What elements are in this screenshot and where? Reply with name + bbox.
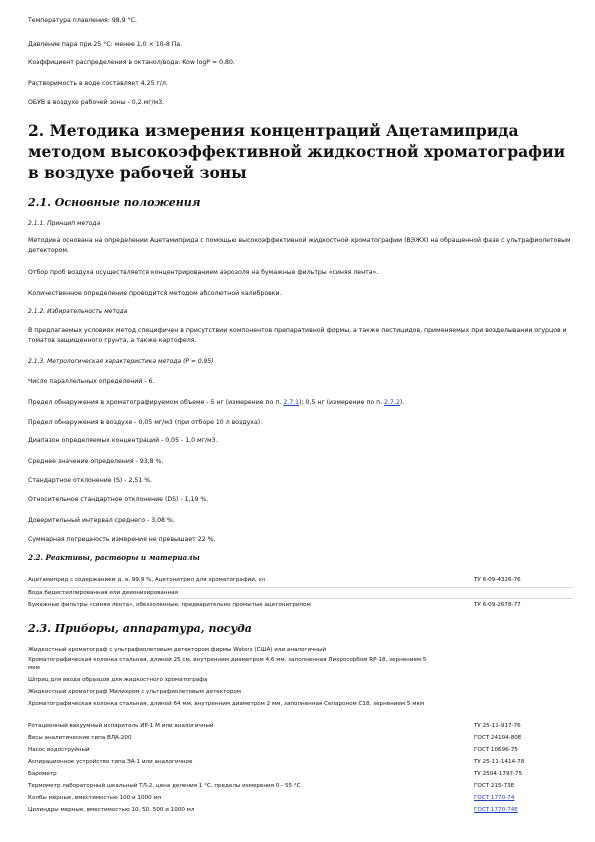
std-deviation-text: Стандартное отклонение (S) - 2,51 %. [28,477,153,484]
section-2-2-heading: 2.2. Реактивы, растворы и материалы [28,553,200,562]
equipment-standard: ГОСТ 215-73Е [474,783,515,789]
reagent-name: Бумажные фильтры «синяя лента», обеззоленные, предварительно промытые ацетонитрилом [28,602,311,608]
equipment-standard-link[interactable]: ГОСТ 1770-74Е [474,807,518,813]
equipment-name: Жидкостный хроматограф с ультрафиолетовым детектором фирмы Waters (США) или аналогичный [28,647,326,653]
equipment-name: Колбы мерные, вместимостью 100 и 1000 мл [28,795,162,801]
link-2-7-1[interactable]: 2.7.1 [283,399,300,406]
equipment-name: Ротационный вакуумный испаритель ИР-1 М или аналогичный [28,723,214,729]
total-error-text: Суммарная погрешность измерения не превышает 22 %. [28,536,216,543]
partition-coefficient-text: Коэффициент распределения в октанол/вода: Kow logP = 0,80. [28,59,235,66]
confidence-interval-text: Доверительный интервал среднего - 3,08 %. [28,517,175,524]
sampling-paragraph: Отбор проб воздуха осуществляется концентрированием аэрозоля на бумажные фильтры «синяя лента». [28,269,379,276]
equipment-standard: ГОСТ 24104-80Е [474,735,522,741]
vapor-pressure-text: Давление пара при 25 °С: менее 1,0 × 10-8 Па. [28,41,183,48]
mean-value-text: Среднее значение определения - 93,8 %. [28,458,164,465]
equipment-standard-link[interactable]: ГОСТ 1770-74 [474,795,515,801]
equipment-name: Жидкостный хроматограф Милихром с ультрафиолетовым детектором [28,689,241,695]
equipment-name: Насос водоструйный [28,747,90,753]
rel-std-deviation-text: Относительное стандартное отклонение (DS) - 1,19 %. [28,496,209,503]
table-divider [28,598,573,599]
equipment-name: Хроматографическая колонка стальная, длиной 64 мм, внутренним диаметром 2 мм, заполненная Сепароном C18, зернением 5 мкм [28,701,425,707]
equipment-standard: ТУ 25-11-1414-78 [474,759,525,765]
subsection-2-1-3-heading: 2.1.3. Метрологическая характеристика метода (Р = 0,95) [28,358,214,365]
table-divider [28,587,573,588]
subsection-2-1-2-heading: 2.1.2. Избирательность метода [28,308,128,315]
solubility-text: Растворимость в воде составляет 4,25 г/л. [28,80,168,87]
method-principle-paragraph: Методика основана на определении Ацетамиприда с помощью высокоэффективной жидкостной хроматографии (ВЭЖХ) на обращенной фазе с ультрафиолетовым детектором. [28,237,571,254]
reagent-standard: ТУ 6-09-2678-77 [474,602,521,608]
subsection-2-1-1-heading: 2.1.1. Принцип метода [28,220,101,227]
reagent-name: Вода бидистиллированная или деионизированная [28,590,178,596]
obuv-text: ОБУВ в воздухе рабочей зоны - 0,2 мг/м3. [28,99,165,106]
section-2-heading: 2. Методика измерения концентраций Ацетамиприда методом высокоэффективной жидкостной хроматографии в воздухе рабочей зоны [28,121,566,182]
detection-limit-volume-text: Предел обнаружения в хроматографируемом объеме - 5 нг (измерение по п. 2.7.1); 0,5 нг (измерение по п. 2.7.2). [28,399,405,406]
section-2-1-heading: 2.1. Основные положения [28,196,201,209]
equipment-name: Термометр лабораторный шкальный ТЛ-2, цена деления 1 °С, пределы измерения 0 - 55 °С [28,783,301,789]
reagent-name: Ацетамиприд с содержанием д. в. 99,9 %, Ацетонитрил для хроматографии, хч [28,577,266,583]
section-2-3-heading: 2.3. Приборы, аппаратура, посуда [28,622,252,635]
equipment-name: Аспирационное устройство типа ЭА-1 или аналогичное [28,759,193,765]
equipment-name: Хроматографическая колонка стальная, длиной 25 см, внутренним диаметром 4,6 мм, заполненная Лихросорбом RP-18, зернением 5 мкм [28,657,427,671]
link-2-7-2[interactable]: 2.7.2 [384,399,400,406]
equipment-name: Цилиндры мерные, вместимостью 10, 50, 500 и 1000 мл [28,807,195,813]
selectivity-paragraph: В предлагаемых условиях метод специфичен в присутствии компонентов препаративной формы, а также пестицидов, применяемых при возделывании огурцов и томатов защищенного грунта, а также картофеля. [28,327,567,344]
equipment-standard: ТУ 25-11-917-76 [474,723,521,729]
melting-point-text: Температура плавления: 98,9 °С. [28,17,137,24]
detection-limit-air-text: Предел обнаружения в воздухе - 0,05 мг/м3 (при отборе 10 л воздуха). [28,419,263,426]
range-text: Диапазон определяемых концентраций - 0,05 - 1,0 мг/м3. [28,437,218,444]
reagent-standard: ТУ 6-09-4326-76 [474,577,521,583]
equipment-name: Шприц для ввода образцов для жидкостного хроматографа [28,677,208,683]
equipment-name: Барометр [28,771,57,777]
parallel-count-text: Число параллельных определений - 6. [28,378,155,385]
equipment-name: Весы аналитические типа ВЛА-200 [28,735,132,741]
equipment-standard: ГОСТ 10696-75 [474,747,518,753]
quantification-paragraph: Количественное определение проводится методом абсолютной калибровки. [28,290,282,297]
equipment-standard: ТУ 2504-1797-75 [474,771,523,777]
